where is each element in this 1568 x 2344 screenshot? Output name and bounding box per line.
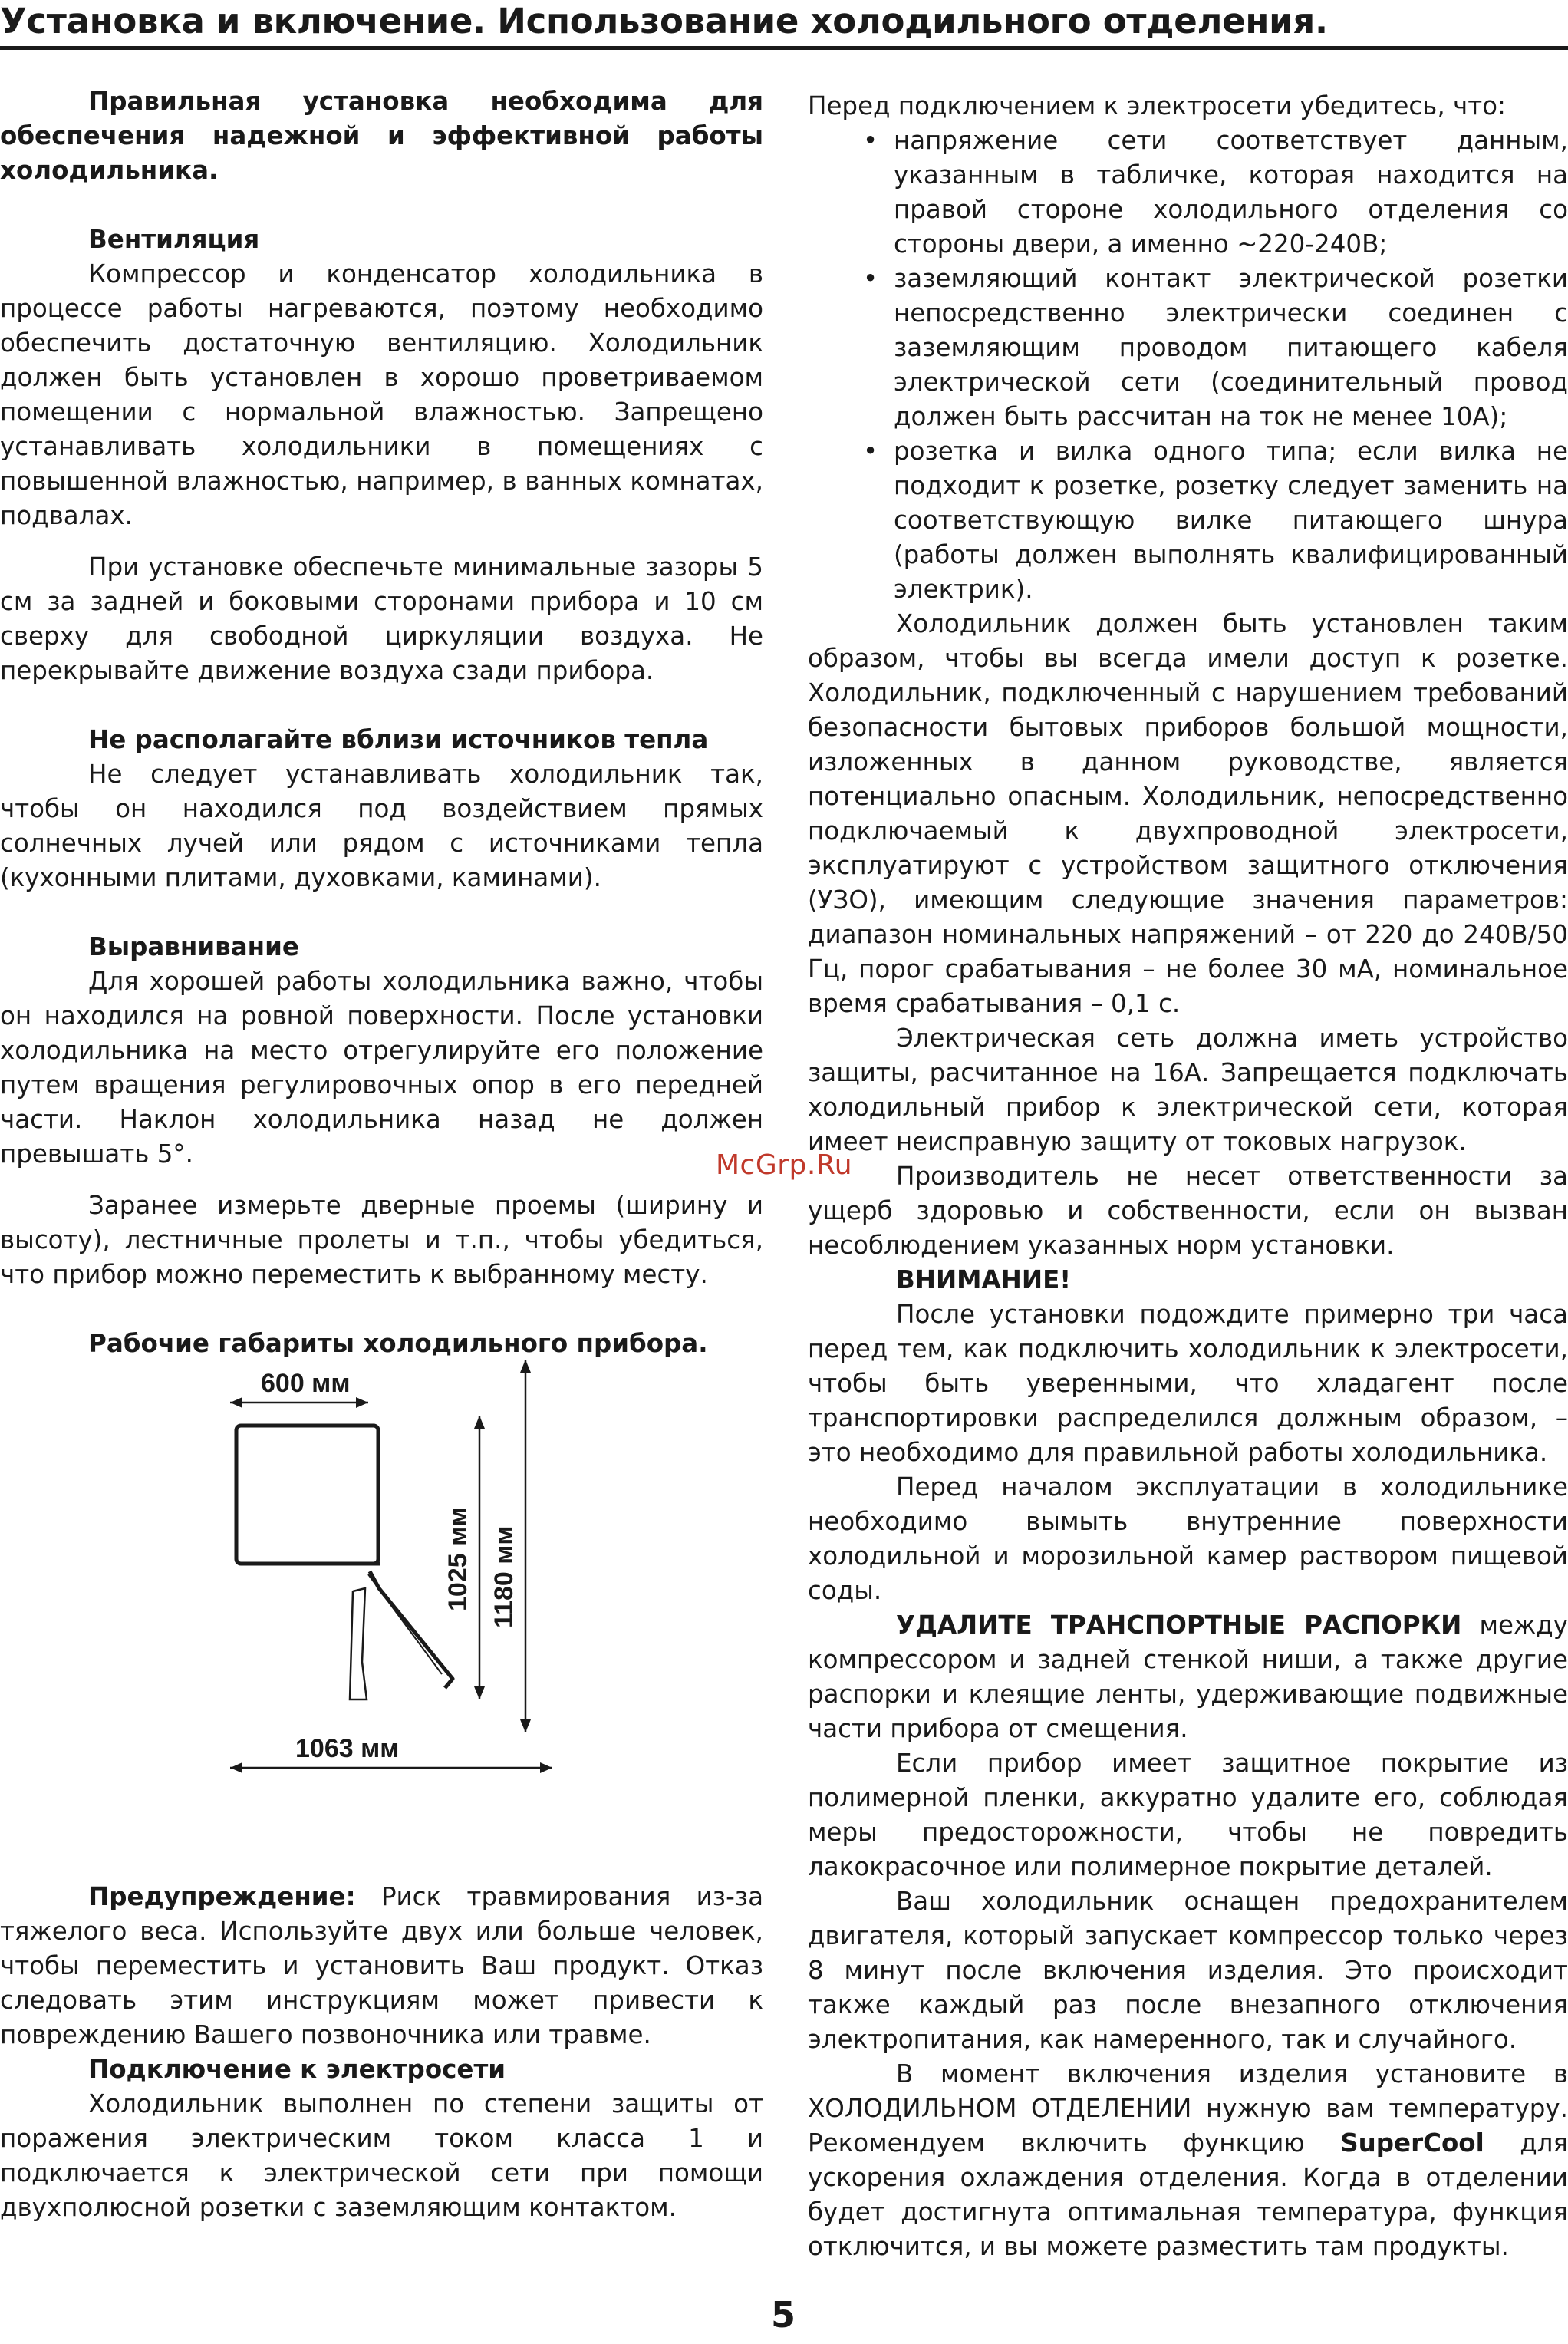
- height-label: 1025 мм: [443, 1507, 473, 1611]
- supercool-term: SuperCool: [1340, 2128, 1484, 2158]
- arrowhead-icon: [474, 1686, 485, 1699]
- list-item: • заземляющий контакт электрической розетки непосредственно электрически соединен с заземляющим проводом питающего кабеля электрической сети (соединительный провод должен быть рассчитан на ток не менее 10А);: [894, 262, 1568, 434]
- paragraph: В момент включения изделия установите в ХОЛОДИЛЬНОМ ОТДЕЛЕНИИ нужную вам температуру. Рекомендуем включить функцию SuperCool для ускорения охлаждения отделения. Когда в отделении будет достигнута оптимальная температура, функция отключится, и вы можете разместить там продукты.: [808, 2059, 1568, 2261]
- paragraph: Холодильник выполнен по степени защиты от поражения электрическим током класса 1 и подключается к электрической сети при помощи двухполюсной розетки с заземляющим контактом.: [0, 2089, 763, 2222]
- paragraph: Если прибор имеет защитное покрытие из полимерной пленки, аккуратно удалите его, соблюдая меры предосторожности, чтобы не повредить лакокрасочное или полимерное покрытие деталей.: [808, 1749, 1568, 1881]
- section-heading-leveling: Выравнивание: [88, 932, 299, 961]
- warning-paragraph: Предупреждение: Риск травмирования из-за тяжелого веса. Используйте двух или больше человек, чтобы переместить и установить Ваш продукт. Отказ следовать этим инструкциям может привести к повреждению Вашего позвоночника или травме.: [0, 1882, 763, 2049]
- bullet-icon: •: [863, 126, 878, 155]
- checklist: [808, 124, 1568, 607]
- fridge-dimensions-diagram: [215, 1358, 568, 1788]
- fridge-outline: [236, 1426, 378, 1564]
- paragraph: После установки подождите примерно три часа перед тем, как подключить холодильник к электросети, чтобы быть уверенными, что хладагент после транспортировки распределился должным образом, – это необходимо для правильной работы холодильника.: [808, 1300, 1568, 1467]
- section-heading-dimensions: Рабочие габариты холодильного прибора.: [88, 1329, 708, 1358]
- arrowhead-icon: [474, 1416, 485, 1429]
- arrowhead-icon: [520, 1360, 531, 1373]
- paragraph: Перед подключением к электросети убедитесь, что:: [808, 91, 1506, 120]
- paragraph: Для хорошей работы холодильника важно, чтобы он находился на ровной поверхности. После установки холодильника на место отрегулируйте его положение путем вращения регулировочных опор в его передней части. Наклон холодильника назад не должен превышать 5°.: [0, 967, 763, 1169]
- paragraph: Ваш холодильник оснащен предохранителем двигателя, который запускает компрессор только через 8 минут после включения изделия. Это происходит также каждый раз после внезапного отключения электропитания, как намеренного, так и случайного.: [808, 1887, 1568, 2054]
- door-handle: [350, 1588, 367, 1699]
- right-column: [808, 89, 1568, 2264]
- watermark: McGrp.Ru: [716, 1149, 853, 1181]
- bullet-icon: •: [863, 264, 878, 293]
- paragraph: Электрическая сеть должна иметь устройство защиты, расчитанное на 16А. Запрещается подключать холодильный прибор к электрической сети, которая имеет неисправную защиту от токовых нагрузок.: [808, 1024, 1568, 1156]
- paragraph: Компрессор и конденсатор холодильника в процессе работы нагреваются, поэтому необходимо обеспечить достаточную вентиляцию. Холодильник должен быть установлен в хорошо проветриваемом помещении с нормальной влажностью. Запрещено устанавливать холодильники в помещениях с повышенной влажностью, например, в ванных комнатах, подвалах.: [0, 259, 763, 530]
- left-column: [0, 84, 763, 1361]
- section-heading-heat: Не располагайте вблизи источников тепла: [88, 725, 709, 754]
- paragraph: Холодильник должен быть установлен таким образом, чтобы вы всегда имели доступ к розетке. Холодильник, подключенный с нарушением требований безопасности бытовых приборов большой мощности, изложенных в данном руководстве, является потенциально опасным. Холодильник, непосредственно подключаемый к двухпроводной электросети, эксплуатируют с устройством защитного отключения (УЗО), имеющим следующие значения параметров: диапазон номинальных напряжений – от 220 до 240В/50 Гц, порог срабатывания – не более 30 мА, номинальное время срабатывания – 0,1 с.: [808, 609, 1568, 1018]
- page-title: Установка и включение. Использование холодильного отделения.: [0, 1, 1328, 41]
- list-item: • напряжение сети соответствует данным, указанным в табличке, которая находится на правой стороне холодильного отделения со стороны двери, а именно ~220-240В;: [894, 124, 1568, 262]
- paragraph: Не следует устанавливать холодильник так, чтобы он находился под воздействием прямых солнечных лучей или рядом с источниками тепла (кухонными плитами, духовками, каминами).: [0, 760, 763, 892]
- bullet-icon: •: [863, 437, 878, 466]
- paragraph: Производитель не несет ответственности за ущерб здоровью и собственности, если он вызван несоблюдением указанных норм установки.: [808, 1162, 1568, 1260]
- warning-lead: Предупреждение:: [88, 1882, 356, 1911]
- left-column-lower: [0, 1880, 763, 2225]
- intro-text: Правильная установка необходима для обеспечения надежной и эффективной работы холодильника.: [0, 87, 763, 185]
- paragraph: Заранее измерьте дверные проемы (ширину и высоту), лестничные пролеты и т.п., чтобы убедиться, что прибор можно переместить к выбранному месту.: [0, 1191, 763, 1289]
- fridge-door: [370, 1571, 453, 1688]
- remove-spacers-lead: УДАЛИТЕ ТРАНСПОРТНЫЕ РАСПОРКИ: [896, 1610, 1462, 1640]
- section-heading-ventilation: Вентиляция: [88, 225, 260, 254]
- arrowhead-icon: [230, 1762, 242, 1773]
- paragraph: УДАЛИТЕ ТРАНСПОРТНЫЕ РАСПОРКИ между компрессором и задней стенкой ниши, а также другие распорки и клеящие ленты, удерживающие подвижные части прибора от смещения.: [808, 1610, 1568, 1743]
- page-number: 5: [771, 2294, 796, 2336]
- arrowhead-icon: [230, 1397, 242, 1408]
- list-item: • розетка и вилка одного типа; если вилка не подходит к розетке, розетку следует заменить на соответствующую вилке питающего шнура (работы должен выполнять квалифицированный электрик).: [894, 434, 1568, 607]
- paragraph: При установке обеспечьте минимальные зазоры 5 см за задней и боковыми сторонами прибора и 10 см сверху для свободной циркуляции воздуха. Не перекрывайте движение воздуха сзади прибора.: [0, 552, 763, 685]
- arrowhead-icon: [540, 1762, 552, 1773]
- section-heading-power: Подключение к электросети: [88, 2055, 506, 2084]
- arrowhead-icon: [520, 1719, 531, 1732]
- width-label: 600 мм: [261, 1369, 351, 1398]
- header-rule: [0, 46, 1568, 50]
- depth-label: 1063 мм: [295, 1734, 400, 1763]
- paragraph: Перед началом эксплуатации в холодильнике необходимо вымыть внутренние поверхности холодильной и морозильной камер раствором пищевой соды.: [808, 1472, 1568, 1605]
- attention-heading: ВНИМАНИЕ!: [896, 1265, 1072, 1294]
- arrowhead-icon: [356, 1397, 368, 1408]
- total-height-label: 1180 мм: [489, 1525, 519, 1628]
